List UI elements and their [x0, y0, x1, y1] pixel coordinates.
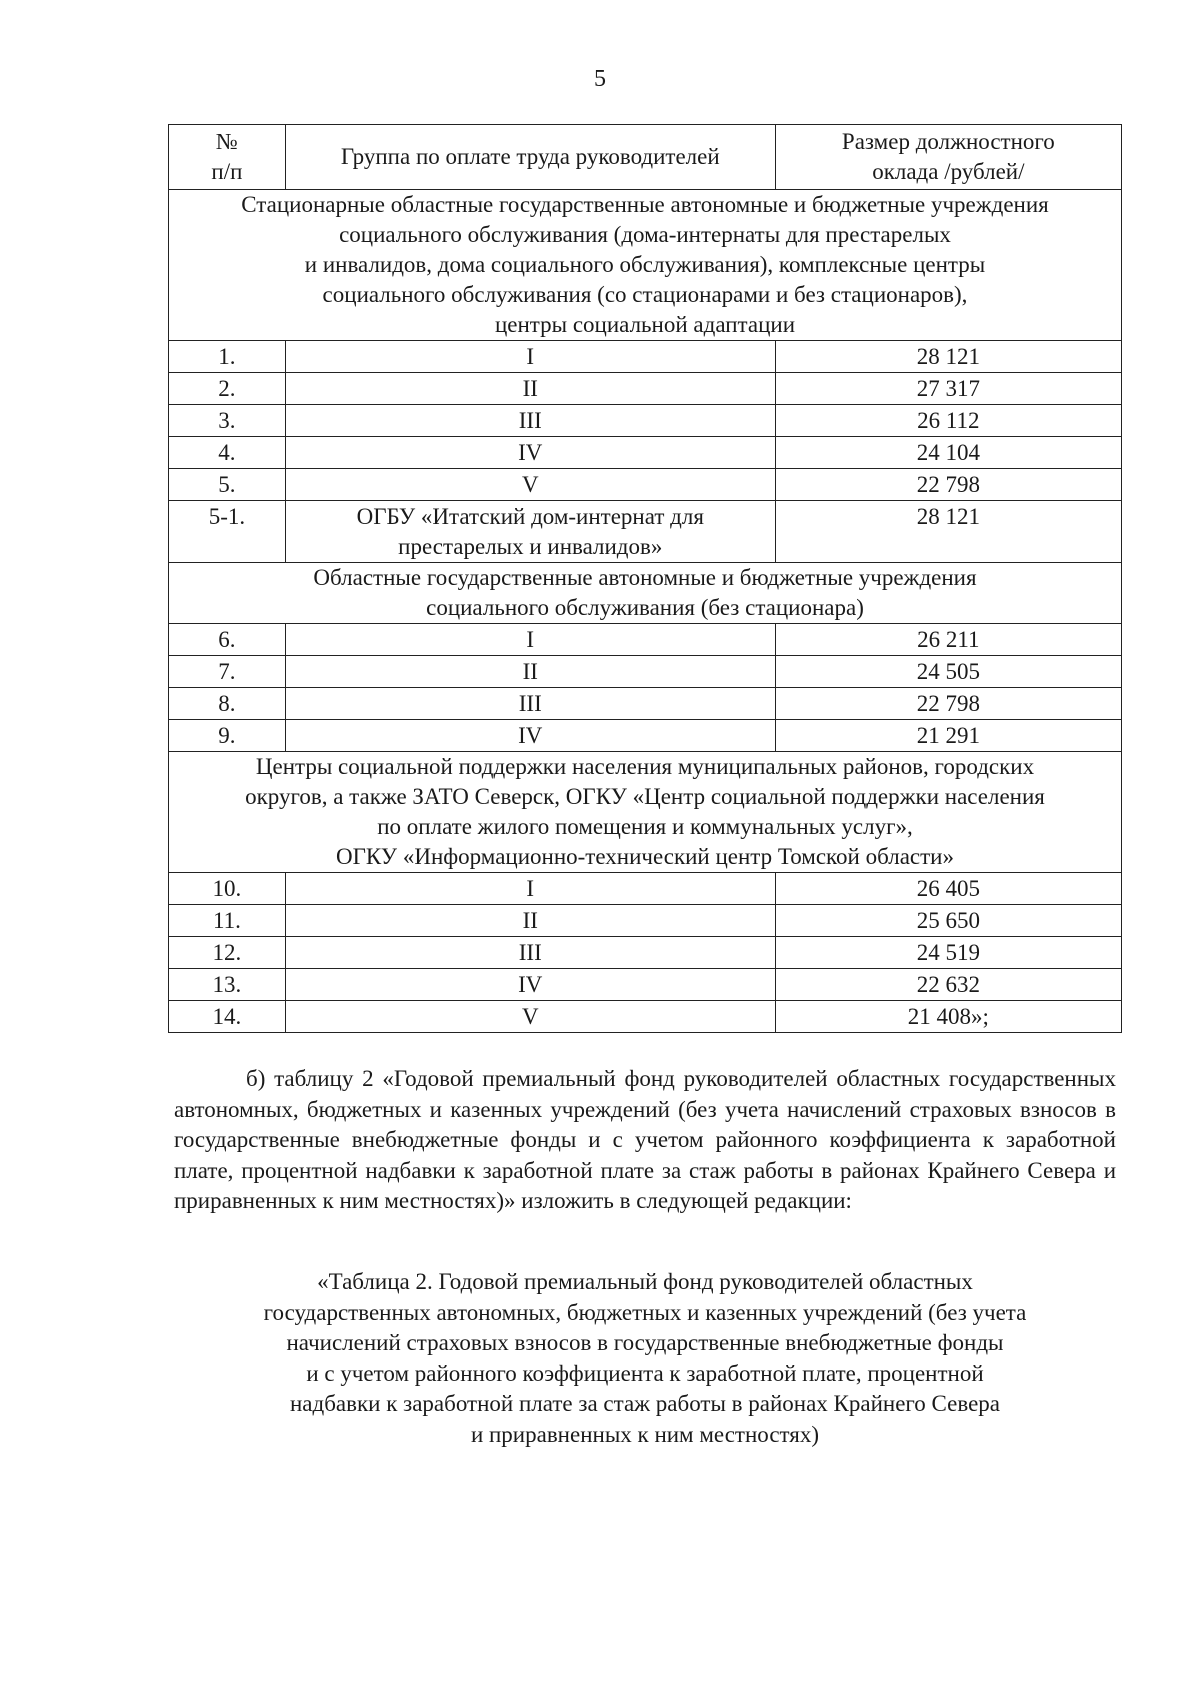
table-row	[169, 969, 1122, 1001]
row-group: I	[285, 873, 775, 905]
section-header-row	[169, 752, 1122, 873]
section-header-row	[169, 563, 1122, 624]
row-group: IV	[285, 720, 775, 752]
header-num-line: №	[215, 129, 238, 154]
row-number: 6.	[169, 624, 286, 656]
page-number: 5	[594, 66, 606, 92]
section-title-line: социального обслуживания (дома-интернаты для престарелых	[339, 222, 951, 247]
row-salary: 22 798	[775, 469, 1121, 501]
table-row	[169, 1001, 1122, 1033]
section-title-line: Центры социальной поддержки населения муниципальных районов, городских	[255, 754, 1035, 779]
section-title	[169, 752, 1122, 873]
row-group: I	[285, 341, 775, 373]
row-group: IV	[285, 969, 775, 1001]
row-group: V	[285, 469, 775, 501]
row-group: III	[285, 937, 775, 969]
row-salary: 24 519	[775, 937, 1121, 969]
row-number: 12.	[169, 937, 286, 969]
section-title-line: по оплате жилого помещения и коммунальных услуг»,	[377, 814, 913, 839]
caption-line: надбавки к заработной плате за стаж работы в районах Крайнего Севера	[289, 1391, 1001, 1416]
row-salary: 25 650	[775, 905, 1121, 937]
caption-line: «Таблица 2. Годовой премиальный фонд руководителей областных	[317, 1269, 973, 1294]
header-num-line: п/п	[211, 159, 243, 184]
row-salary: 24 505	[775, 656, 1121, 688]
header-group: Группа по оплате труда руководителей	[285, 125, 775, 190]
row-group: V	[285, 1001, 775, 1033]
row-number: 5.	[169, 469, 286, 501]
row-salary: 27 317	[775, 373, 1121, 405]
section-title-line: и инвалидов, дома социального обслуживания), комплексные центры	[304, 252, 986, 277]
row-group: III	[285, 688, 775, 720]
header-salary-line: оклада /рублей/	[872, 159, 1025, 184]
row-group: II	[285, 373, 775, 405]
caption-line: и с учетом районного коэффициента к заработной плате, процентной	[306, 1360, 984, 1386]
table-row	[169, 469, 1122, 501]
section-header-row	[169, 190, 1122, 341]
row-salary: 26 211	[775, 624, 1121, 656]
table-row	[169, 373, 1122, 405]
row-salary: 21 408»;	[775, 1001, 1121, 1033]
row-salary: 24 104	[775, 437, 1121, 469]
table-row	[169, 437, 1122, 469]
row-number: 9.	[169, 720, 286, 752]
section-title-line: социального обслуживания (со стационарами и без стационаров),	[322, 282, 968, 307]
row-salary: 21 291	[775, 720, 1121, 752]
section-title-line: Стационарные областные государственные автономные и бюджетные учреждения	[241, 192, 1049, 217]
caption-line: государственных автономных, бюджетных и казенных учреждений (без учета	[263, 1299, 1027, 1325]
row-salary: 22 632	[775, 969, 1121, 1001]
table-row	[169, 405, 1122, 437]
section-title-line: округов, а также ЗАТО Северск, ОГКУ «Центр социальной поддержки населения	[245, 784, 1045, 809]
section-title	[169, 563, 1122, 624]
table-row	[169, 937, 1122, 969]
row-group: III	[285, 405, 775, 437]
header-salary	[775, 125, 1121, 190]
row-salary: 28 121	[775, 341, 1121, 373]
row-group	[285, 501, 775, 563]
table-row	[169, 656, 1122, 688]
section-title-line: Областные государственные автономные и бюджетные учреждения	[313, 565, 977, 590]
row-number: 4.	[169, 437, 286, 469]
row-number: 10.	[169, 873, 286, 905]
row-number: 14.	[169, 1001, 286, 1033]
header-num	[169, 125, 286, 190]
section-title-line: ОГКУ «Информационно-технический центр Томской области»	[336, 844, 954, 869]
row-number: 13.	[169, 969, 286, 1001]
section-title-line: центры социальной адаптации	[494, 312, 796, 337]
row-group: I	[285, 624, 775, 656]
caption-line: начислений страховых взносов в государственные внебюджетные фонды	[286, 1330, 1004, 1355]
row-salary: 28 121	[775, 501, 1121, 563]
table-body	[169, 190, 1122, 1033]
table-row	[169, 905, 1122, 937]
row-group-line: престарелых и инвалидов»	[398, 534, 663, 559]
row-group-line: ОГБУ «Итатский дом-интернат для	[356, 504, 704, 529]
row-number: 3.	[169, 405, 286, 437]
row-salary: 22 798	[775, 688, 1121, 720]
table-row	[169, 688, 1122, 720]
row-number: 2.	[169, 373, 286, 405]
table-row	[169, 501, 1122, 563]
row-salary: 26 405	[775, 873, 1121, 905]
row-salary: 26 112	[775, 405, 1121, 437]
header-salary-line: Размер должностного	[841, 129, 1055, 154]
body-paragraph: б) таблицу 2 «Годовой премиальный фонд руководителей областных государственных автономных, бюджетных и казенных учреждений (без учета начислений страховых взносов в государственные внебюджетные фонды и с учетом районного коэффициента к заработной плате, процентной надбавки к заработной плате за стаж работы в районах Крайнего Севера и приравненных к ним местностях)» изложить в следующей редакции:	[174, 1066, 1116, 1213]
table-row	[169, 720, 1122, 752]
table-header-row	[169, 125, 1122, 190]
table2-caption	[174, 1267, 1116, 1450]
section-title-line: социального обслуживания (без стационара)	[426, 595, 864, 620]
row-number: 8.	[169, 688, 286, 720]
row-number: 7.	[169, 656, 286, 688]
row-number: 5-1.	[169, 501, 286, 563]
row-group: IV	[285, 437, 775, 469]
caption-line: и приравненных к ним местностях)	[470, 1421, 820, 1447]
salary-table	[168, 124, 1122, 1033]
section-title	[169, 190, 1122, 341]
row-group: II	[285, 905, 775, 937]
table-row	[169, 873, 1122, 905]
row-group: II	[285, 656, 775, 688]
row-number: 1.	[169, 341, 286, 373]
table-row	[169, 624, 1122, 656]
row-number: 11.	[169, 905, 286, 937]
table-row	[169, 341, 1122, 373]
